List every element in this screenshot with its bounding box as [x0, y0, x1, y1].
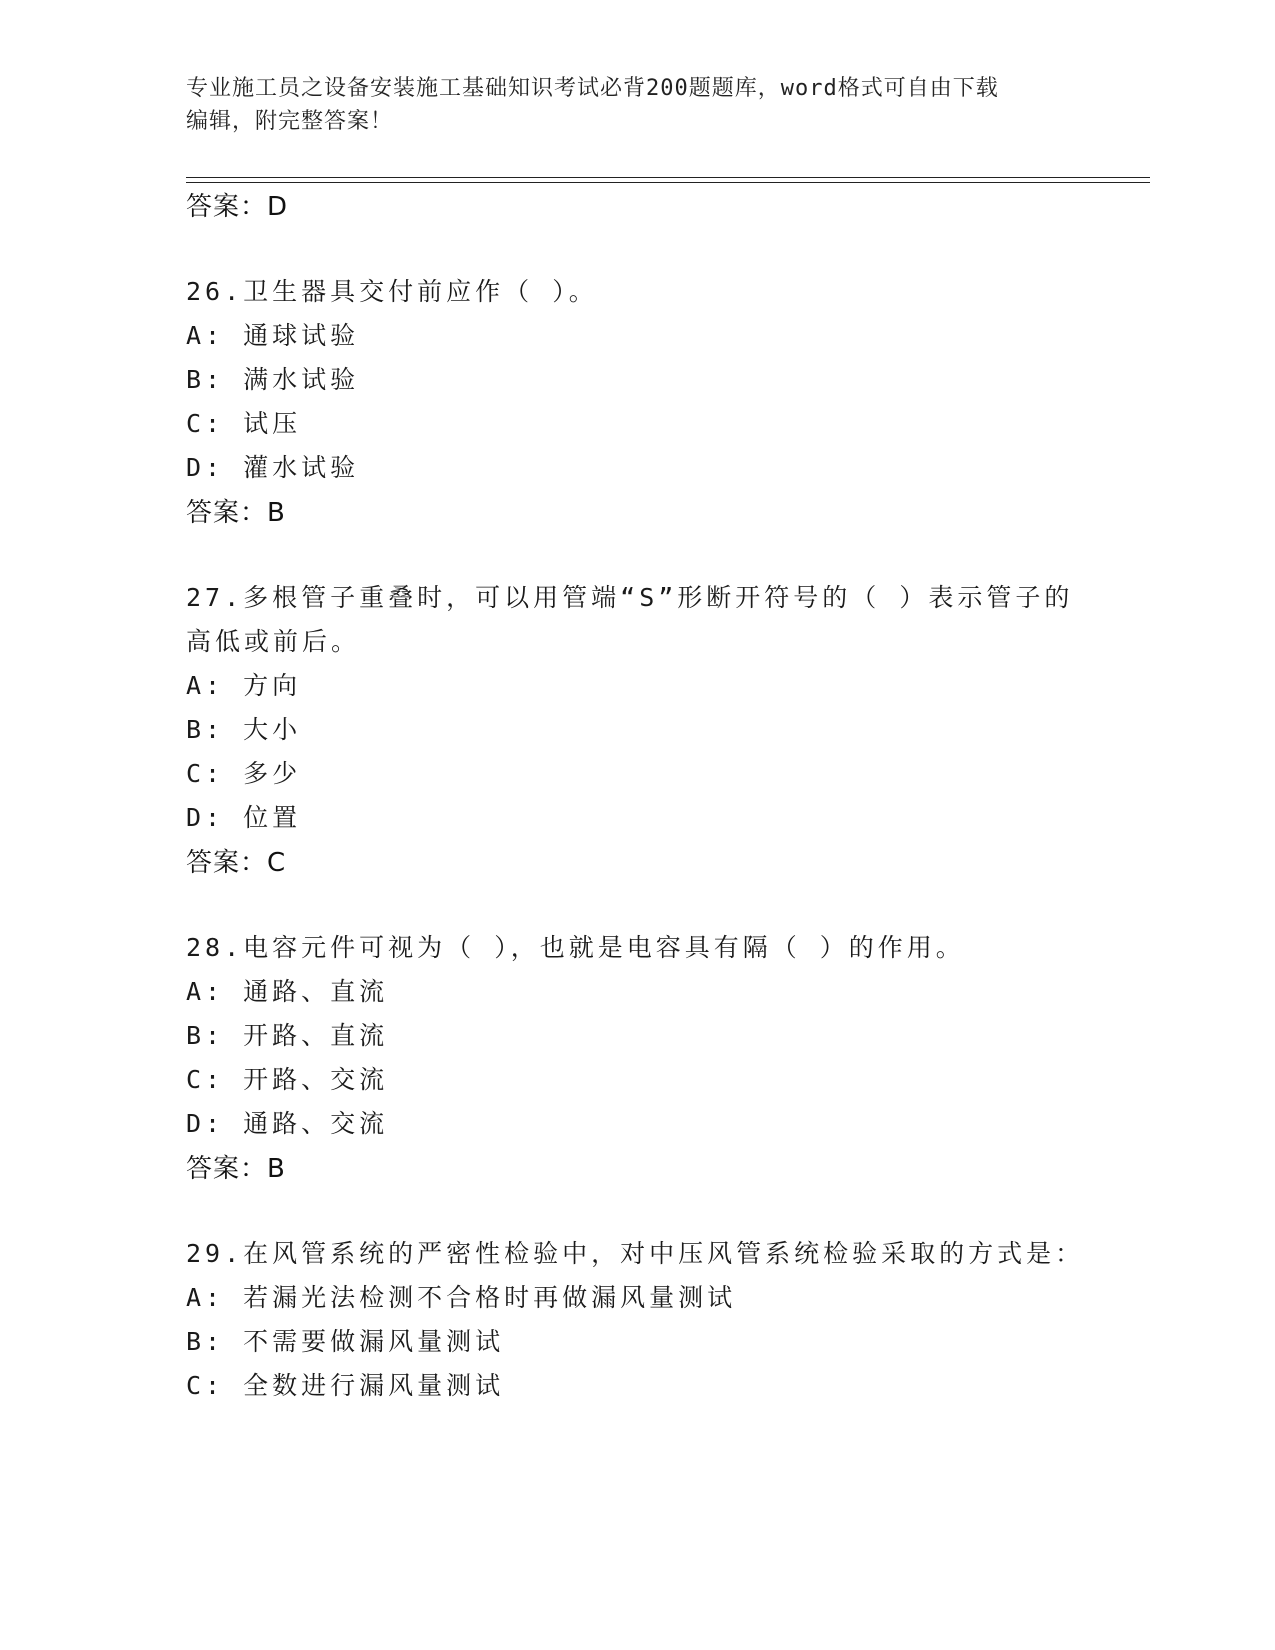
question-27-option-a: A: 方向: [186, 671, 302, 700]
question-28-option-a: A: 通路、直流: [186, 977, 389, 1006]
header-title-line-1: 专业施工员之设备安装施工基础知识考试必背200题题库，word格式可自由下载: [186, 76, 999, 101]
question-29-option-b: B: 不需要做漏风量测试: [186, 1327, 505, 1356]
question-26-option-b: B: 满水试验: [186, 365, 360, 394]
question-26-answer: 答案：B: [186, 498, 286, 528]
question-27-stem-line-1: 27.多根管子重叠时，可以用管端“S”形断开符号的（ ）表示管子的: [186, 583, 1074, 612]
header-title-line-2: 编辑，附完整答案！: [186, 109, 394, 134]
header-divider: [186, 177, 1150, 183]
question-27-option-c: C: 多少: [186, 759, 302, 788]
document-header: [186, 72, 1086, 138]
question-27-option-b: B: 大小: [186, 715, 302, 744]
question-27-answer: 答案：C: [186, 848, 287, 878]
question-26-stem: 26.卫生器具交付前应作（ ）。: [186, 277, 598, 306]
question-28-option-d: D: 通路、交流: [186, 1109, 389, 1138]
question-27-stem-line-2: 高低或前后。: [186, 627, 361, 656]
question-26-option-a: A: 通球试验: [186, 321, 360, 350]
question-28-option-c: C: 开路、交流: [186, 1065, 389, 1094]
question-27-option-d: D: 位置: [186, 803, 302, 832]
question-28-option-b: B: 开路、直流: [186, 1021, 389, 1050]
question-26-option-c: C: 试压: [186, 409, 302, 438]
question-28-answer: 答案：B: [186, 1154, 286, 1184]
question-29-stem: 29.在风管系统的严密性检验中，对中压风管系统检验采取的方式是：: [186, 1239, 1085, 1268]
question-28-stem: 28.电容元件可视为（ ），也就是电容具有隔（ ）的作用。: [186, 933, 965, 962]
question-29-option-a: A: 若漏光法检测不合格时再做漏风量测试: [186, 1283, 737, 1312]
question-29-option-c: C: 全数进行漏风量测试: [186, 1371, 505, 1400]
answer-previous-question: 答案：D: [186, 192, 289, 222]
question-26-option-d: D: 灌水试验: [186, 453, 360, 482]
